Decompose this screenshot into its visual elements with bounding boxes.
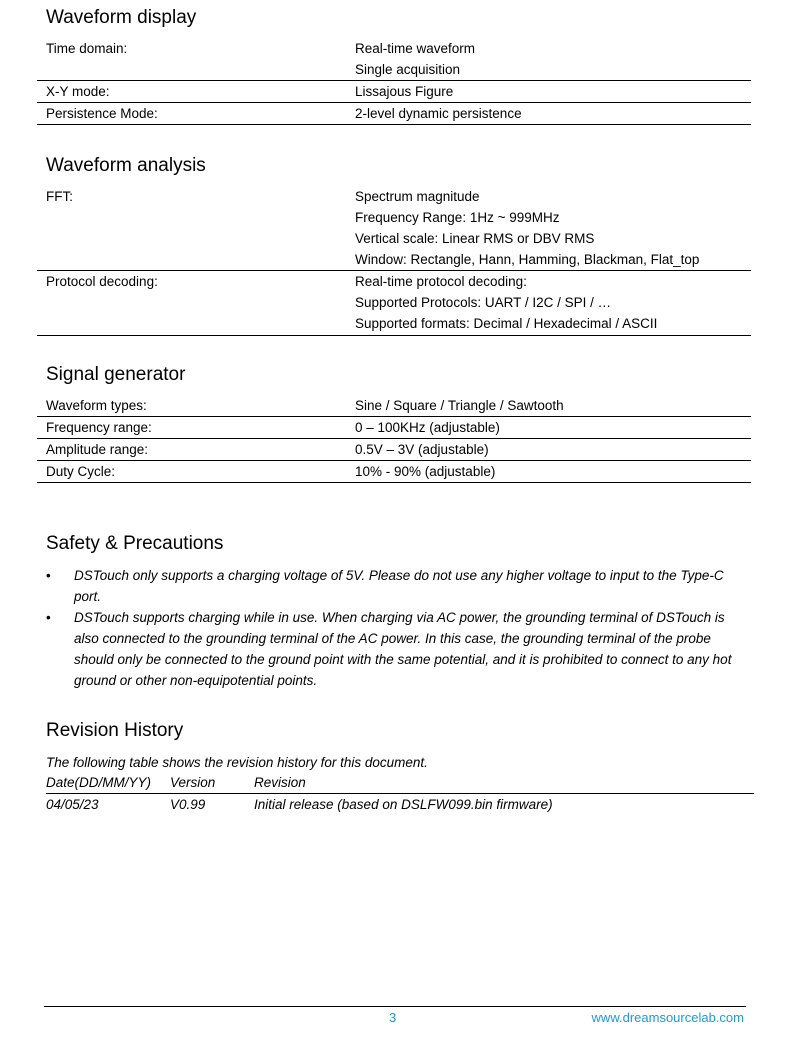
spec-value-line: Single acquisition [355,62,461,77]
list-item [46,565,746,607]
spec-value-line: Spectrum magnitude [355,189,480,204]
table-header-row [46,773,754,794]
spec-value: 0.5V – 3V (adjustable) [346,439,751,461]
section-title-signal-generator: Signal generator [46,364,186,385]
spec-label: Duty Cycle: [37,461,346,483]
spec-value-line: Supported Protocols: UART / I2C / SPI / … [355,295,612,310]
page-number: 3 [389,1010,397,1025]
spec-label: Amplitude range: [37,439,346,461]
waveform-display-table [37,38,751,125]
spec-value [346,271,751,336]
section-title-waveform-display: Waveform display [46,7,197,28]
spec-label: Time domain: [37,38,346,81]
section-title-waveform-analysis: Waveform analysis [46,155,206,176]
section-title-safety: Safety & Precautions [46,533,224,554]
table-row [37,461,751,483]
table-cell: 04/05/23 [46,797,99,812]
spec-value-line: Real-time waveform [355,41,476,56]
spec-value-line: Vertical scale: Linear RMS or DBV RMS [355,231,595,246]
spec-value: 0 – 100KHz (adjustable) [346,417,751,439]
table-row [37,103,751,125]
spec-value-line: Real-time protocol decoding: [355,274,527,289]
revision-table [46,773,754,815]
waveform-analysis-table [37,186,751,336]
table-cell: Initial release (based on DSLFW099.bin firmware) [254,797,553,812]
spec-label: FFT: [37,186,346,271]
table-row [37,395,751,417]
signal-generator-table [37,395,751,483]
table-row [37,186,751,271]
table-row [46,794,754,816]
spec-label: Persistence Mode: [37,103,346,125]
spec-value-line: Frequency Range: 1Hz ~ 999MHz [355,210,560,225]
safety-text: DSTouch only supports a charging voltage of 5V. Please do not use any higher voltage to input to the Type-C port. [74,568,724,604]
table-row [37,81,751,103]
spec-label: Protocol decoding: [37,271,346,336]
spec-value-line: Window: Rectangle, Hann, Hamming, Blackman, Flat_top [355,252,700,267]
section-title-revision-history: Revision History [46,720,184,741]
spec-label: X-Y mode: [37,81,346,103]
spec-value: 10% - 90% (adjustable) [346,461,751,483]
website-link[interactable]: www.dreamsourcelab.com [591,1010,744,1025]
spec-value-line: Supported formats: Decimal / Hexadecimal / ASCII [355,316,658,331]
table-row [37,439,751,461]
column-header: Date(DD/MM/YY) [46,773,170,794]
table-row [37,417,751,439]
table-cell: V0.99 [170,797,206,812]
column-header: Version [170,773,254,794]
spec-value: Sine / Square / Triangle / Sawtooth [346,395,751,417]
spec-value [346,38,751,81]
spec-value: Lissajous Figure [346,81,751,103]
bullet-icon: • [46,568,51,583]
safety-text: DSTouch supports charging while in use. When charging via AC power, the grounding terminal of DSTouch is also connected to the grounding terminal of the AC power. In this case, the grounding terminal of the probe should only be connected to the ground point with the same potential, and it is prohibited to connect to any hot ground or other non-equipotential points. [74,610,732,688]
revision-intro: The following table shows the revision history for this document. [46,755,428,770]
spec-value [346,186,751,271]
table-row [37,38,751,81]
spec-label: Waveform types: [37,395,346,417]
safety-list [46,565,746,691]
footer-divider [44,1006,746,1007]
bullet-icon: • [46,610,51,625]
spec-label: Frequency range: [37,417,346,439]
spec-value: 2-level dynamic persistence [346,103,751,125]
column-header: Revision [254,773,754,794]
list-item [46,607,746,691]
table-row [37,271,751,336]
